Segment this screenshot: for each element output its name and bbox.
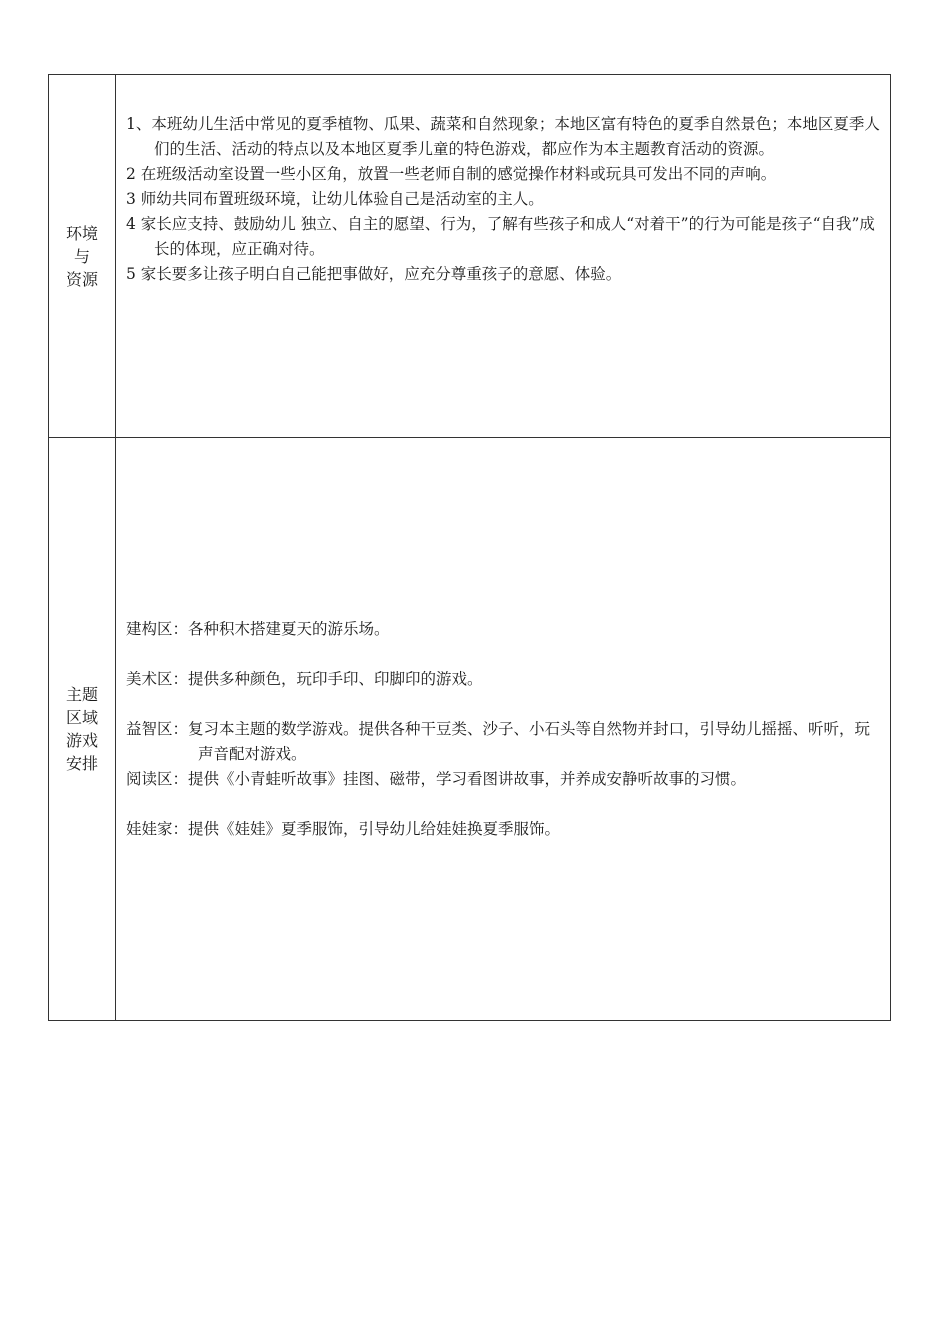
- label-line: 与: [73, 246, 90, 266]
- zones-row: [49, 438, 891, 1021]
- zones-content-cell: [116, 438, 891, 1021]
- plan-table: [48, 74, 891, 1021]
- label-line: 安排: [65, 754, 98, 773]
- zone-item-art: 美术区：提供多种颜色，玩印手印、印脚印的游戏。: [126, 669, 483, 688]
- zone-item-dollhouse: 娃娃家：提供《娃娃》夏季服饰，引导幼儿给娃娃换夏季服饰。: [126, 819, 561, 838]
- zone-item-reading: 阅读区：提供《小青蛙听故事》挂图、磁带，学习看图讲故事，并养成安静听故事的习惯。: [126, 769, 747, 788]
- label-line: 游戏: [65, 731, 98, 750]
- environment-row: [49, 75, 891, 438]
- environment-item-2: 2 在班级活动室设置一些小区角，放置一些老师自制的感觉操作材料或玩具可发出不同的声响。: [126, 165, 777, 183]
- zones-content: [116, 617, 890, 842]
- zone-item-construction: 建构区：各种积木搭建夏天的游乐场。: [126, 619, 390, 638]
- environment-label: [49, 75, 116, 438]
- environment-content: [116, 75, 890, 287]
- environment-item-3: 3 师幼共同布置班级环境，让幼儿体验自己是活动室的主人。: [126, 190, 544, 208]
- label-line: 资源: [65, 269, 98, 289]
- zones-label: [49, 438, 116, 1021]
- environment-item-1: 1、本班幼儿生活中常见的夏季植物、瓜果、蔬菜和自然现象；本地区富有特色的夏季自然景色；本地区夏季人们的生活、活动的特点以及本地区夏季儿童的特色游戏，都应作为本主题教育活动的资源。: [126, 115, 880, 158]
- environment-item-5: 5 家长要多让孩子明白自己能把事做好，应充分尊重孩子的意愿、体验。: [126, 265, 622, 283]
- environment-content-cell: [116, 75, 891, 438]
- label-line: 主题: [65, 685, 98, 704]
- label-line: 环境: [65, 223, 98, 243]
- label-line: 区域: [65, 708, 98, 727]
- zone-item-puzzle: 益智区：复习本主题的数学游戏。提供各种干豆类、沙子、小石头等自然物并封口，引导幼儿摇摇、听听，玩声音配对游戏。: [126, 719, 871, 763]
- environment-item-4: 4 家长应支持、鼓励幼儿 独立、自主的愿望、行为，了解有些孩子和成人“对着干”的行为可能是孩子“自我”成长的体现，应正确对待。: [126, 215, 875, 258]
